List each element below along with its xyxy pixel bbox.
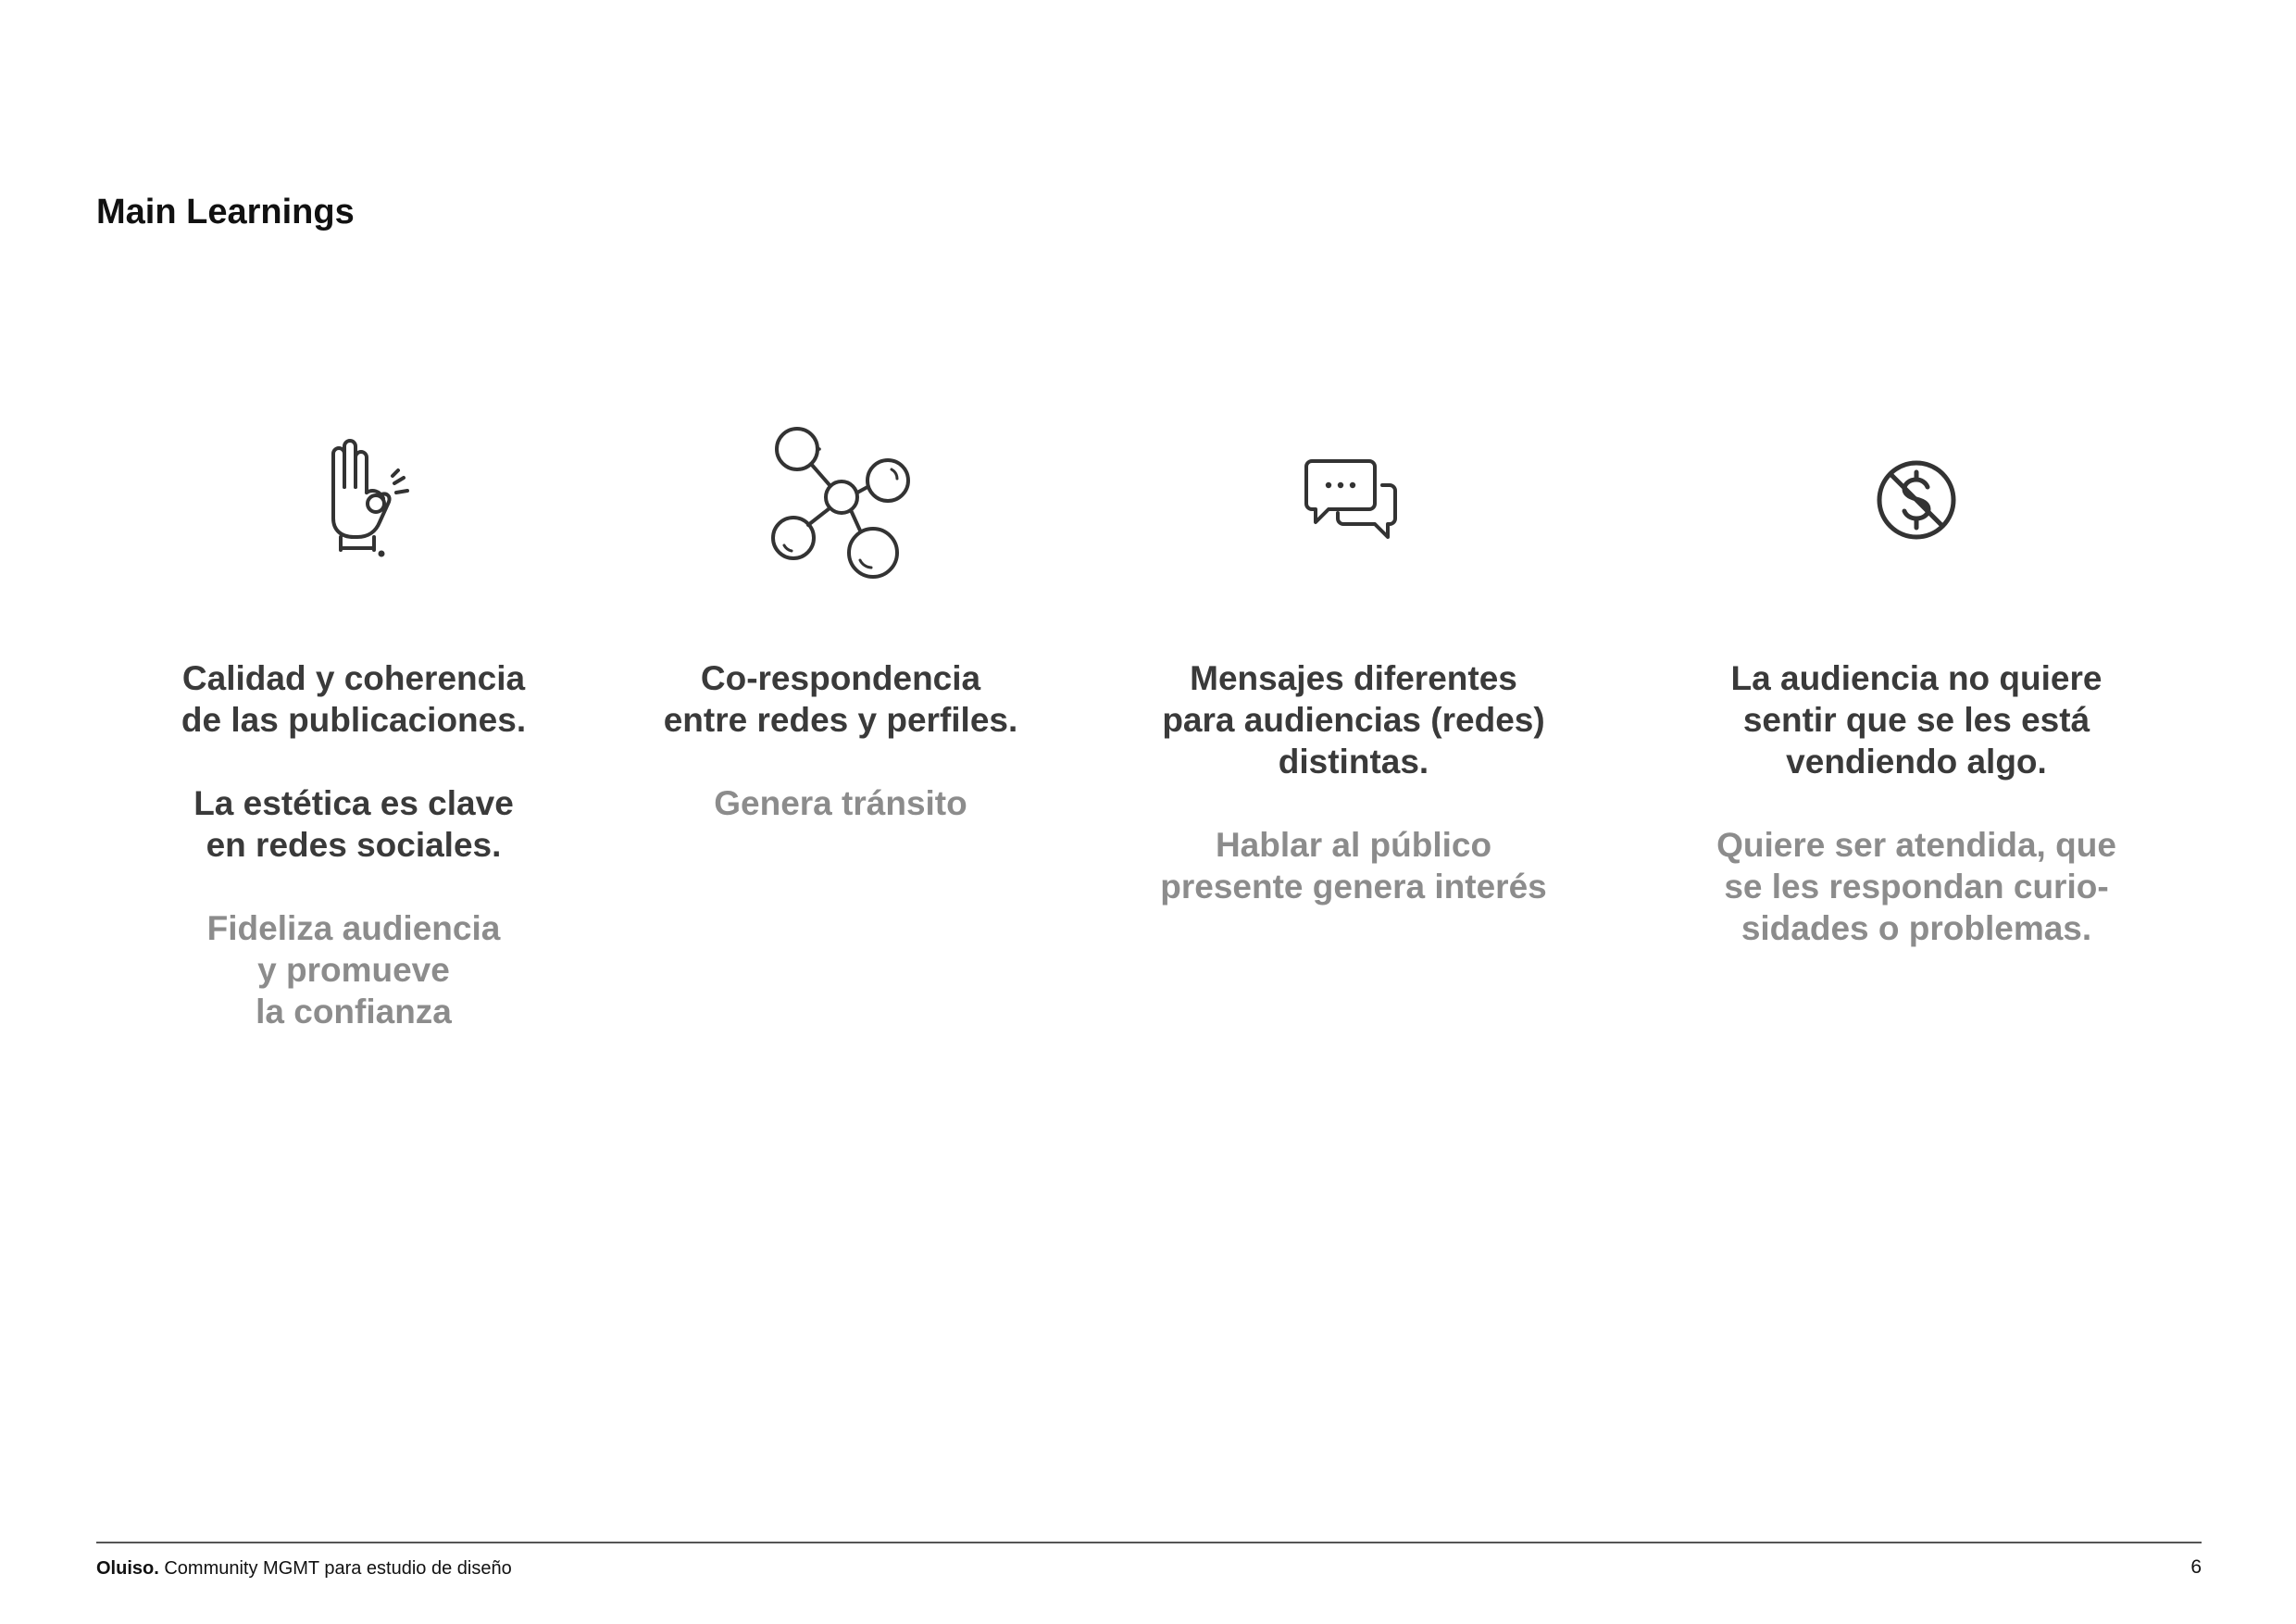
text-line: entre redes y perfiles. <box>663 701 1018 739</box>
footer-brand: Oluiso. <box>96 1558 159 1579</box>
text-line: de las publicaciones. <box>181 701 527 739</box>
column-3-text <box>1131 657 1576 907</box>
learning-column-2 <box>618 407 1063 824</box>
footer-subtitle: Community MGMT para estudio de diseño <box>164 1558 512 1579</box>
text-line: para audiencias (redes) <box>1162 701 1545 739</box>
footer-divider <box>96 1542 2202 1543</box>
text-line: La audiencia no quiere <box>1730 659 2103 697</box>
text-line: y promueve <box>257 951 450 989</box>
text-line: Co-respondencia <box>700 659 981 697</box>
text-line: sidades o problemas. <box>1741 909 2092 947</box>
no-money-icon <box>1870 454 1963 546</box>
text-line: Calidad y coherencia <box>181 659 526 697</box>
text-line: distintas. <box>1278 743 1429 781</box>
text-line: Quiere ser atendida, que <box>1716 826 2116 864</box>
text-line: Genera tránsito <box>714 784 967 822</box>
text-line: Mensajes diferentes <box>1190 659 1517 697</box>
text-line: Hablar al público <box>1215 826 1492 864</box>
text-line: presente genera interés <box>1160 868 1547 906</box>
learning-column-4 <box>1694 407 2139 949</box>
page-number: 6 <box>2190 1556 2202 1578</box>
chat-bubbles-icon <box>1293 444 1414 556</box>
column-2-text <box>618 657 1063 824</box>
ok-hand-icon <box>280 426 428 574</box>
column-1-text <box>131 657 576 1032</box>
page-title: Main Learnings <box>96 193 355 231</box>
text-line: la confianza <box>256 993 452 1031</box>
learning-column-3 <box>1131 407 1576 907</box>
footer-caption <box>96 1558 512 1580</box>
text-line: Fideliza audiencia <box>206 909 501 947</box>
text-line: sentir que se les está <box>1742 701 2090 739</box>
network-nodes-icon <box>753 412 929 588</box>
column-4-text <box>1694 657 2139 949</box>
text-line: en redes sociales. <box>206 826 502 864</box>
learning-column-1 <box>131 407 576 1032</box>
text-line: La estética es clave <box>193 784 514 822</box>
text-line: vendiendo algo. <box>1786 743 2047 781</box>
text-line: se les respondan curio- <box>1724 868 2109 906</box>
